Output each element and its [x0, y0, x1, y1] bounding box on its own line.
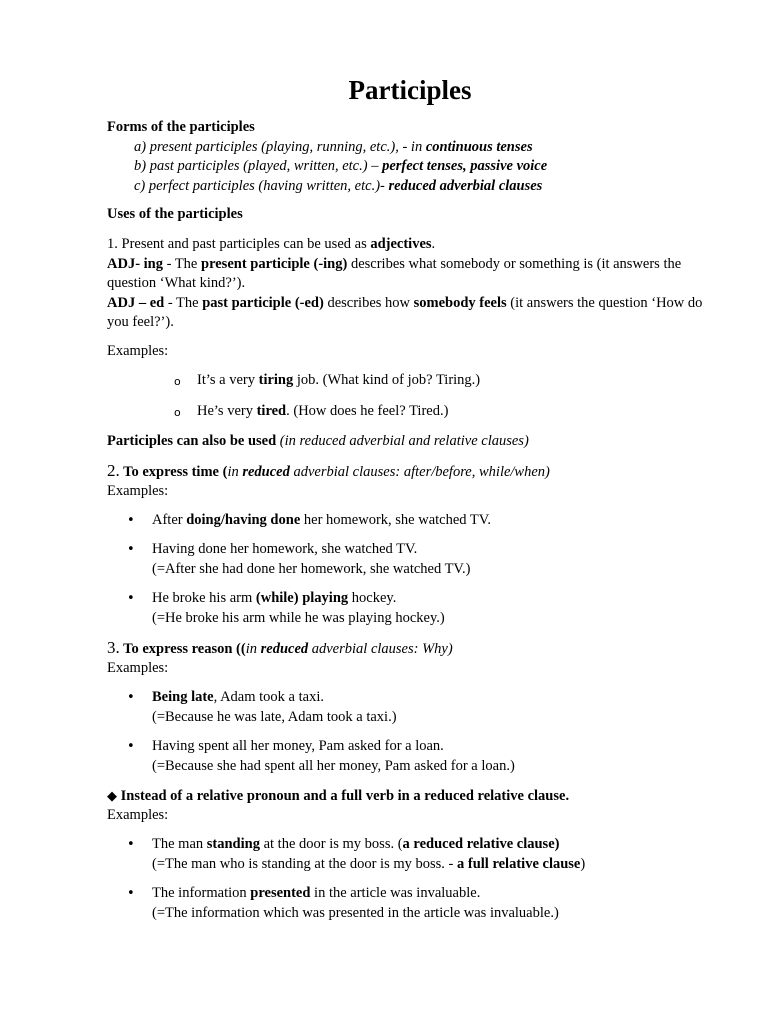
adjectives-paragraph [107, 235, 719, 333]
time-example-3 [152, 589, 717, 628]
relative-example-2 [152, 884, 717, 923]
time-example-1-post: her homework, she watched TV. [300, 512, 492, 528]
uses-examples-label: Examples: [107, 343, 169, 359]
adj-ing-label: ADJ- ing [107, 255, 163, 272]
forms-item-b-bold: perfect tenses, passive voice [382, 158, 548, 174]
time-number: 2. [107, 461, 120, 480]
reason-bold-italic: reduced [260, 641, 309, 657]
forms-item-b-text: b) past participles (played, written, etc.) – [134, 158, 383, 174]
reason-example-1-line2: (=Because he was late, Adam took a taxi.) [152, 708, 397, 725]
relative-example-2-bold: presented [250, 885, 311, 901]
reason-example-1 [152, 688, 717, 727]
relative-example-1-bold: standing [206, 836, 260, 852]
time-example-1-bold: doing/having done [186, 512, 301, 528]
forms-heading: Forms of the participles [107, 119, 255, 135]
circle-bullet-icon: o [174, 406, 181, 419]
forms-item-c-text: c) perfect participles (having written, etc.)- [134, 177, 389, 194]
forms-item-c-bold: reduced adverbial clauses [388, 177, 543, 194]
adjectives-intro-end: . [431, 236, 436, 252]
bullet-icon: • [127, 542, 135, 557]
reason-italic-1: in [245, 641, 261, 657]
example-tired [197, 402, 448, 422]
relative-example-2-line2: (=The information which was presented in the article was invaluable.) [152, 904, 559, 921]
relative-example-1-line1 [152, 835, 717, 855]
adjectives-intro-text: 1. Present and past participles can be used as [107, 236, 371, 252]
reason-example-2 [152, 737, 717, 776]
relative-example-1-line2-pre: (=The man who is standing at the door is my boss. - [152, 855, 457, 872]
time-italic-2: adverbial clauses: after/before, while/when) [289, 464, 550, 480]
adj-ing-bold: present participle (-ing) [201, 255, 348, 272]
example-tired-post: . (How does he feel? Tired.) [286, 403, 449, 419]
page-title: Participles [348, 75, 472, 105]
adj-ed-bold2: somebody feels [413, 294, 507, 311]
time-example-1-pre: After [152, 512, 187, 528]
time-example-3-pre: He broke his arm [152, 590, 256, 606]
forms-item-a-text: a) present participles (playing, running, etc.), - in [134, 138, 426, 155]
forms-item-a [107, 138, 719, 158]
relative-example-2-post: in the article was invaluable. [310, 885, 481, 901]
time-example-1 [152, 511, 717, 531]
adjectives-intro-bold: adjectives [370, 236, 432, 252]
time-example-3-bold: (while) playing [255, 590, 349, 606]
relative-example-1 [152, 835, 717, 874]
reason-italic-2: adverbial clauses: Why) [308, 641, 453, 657]
reason-example-1-bold: Being late [152, 689, 214, 705]
adj-ing-mid: - The [163, 255, 201, 272]
adj-ed-rest: (it answers the question ‘How do you feel?’). [107, 294, 703, 330]
adj-ed-mid: - The [164, 294, 203, 311]
time-example-2 [152, 540, 717, 579]
forms-item-c [107, 177, 719, 197]
time-example-3-post: hockey. [348, 590, 397, 606]
forms-item-b [107, 157, 719, 177]
relative-example-1-bold2: a reduced relative clause) [402, 836, 560, 852]
time-bold: To express time ( [119, 464, 228, 480]
also-used-line [107, 432, 719, 452]
adj-ing-definition [107, 255, 719, 294]
example-tiring-pre: It’s a very [197, 372, 259, 388]
example-tired-pre: He’s very [197, 403, 257, 419]
relative-example-2-line1 [152, 884, 717, 904]
adj-ed-mid2: describes how [323, 294, 414, 311]
bullet-icon: • [127, 513, 135, 528]
time-example-2-line2: (=After she had done her homework, she watched TV.) [152, 560, 471, 577]
bullet-icon: • [127, 886, 135, 901]
bullet-icon: • [127, 591, 135, 606]
adj-ing-rest: describes what somebody or something is (it answers the question ‘What kind?’). [107, 255, 682, 291]
example-tiring [197, 371, 480, 391]
example-tiring-post: job. (What kind of job? Tiring.) [293, 372, 481, 388]
reason-example-1-post: , Adam took a taxi. [213, 689, 324, 705]
time-example-3-line1 [152, 589, 717, 609]
adj-ed-bold: past participle (-ed) [202, 294, 324, 311]
also-used-italic: (in reduced adverbial and relative clauses) [276, 433, 529, 449]
relative-examples-label: Examples: [107, 807, 169, 823]
reason-example-2-line2: (=Because she had spent all her money, Pam asked for a loan.) [152, 757, 515, 774]
reason-bold: To express reason (( [119, 641, 246, 657]
reason-example-2-line1: Having spent all her money, Pam asked for a loan. [152, 738, 444, 754]
forms-item-a-bold: continuous tenses [425, 138, 533, 155]
adj-ed-definition [107, 294, 719, 333]
also-used-bold: Participles can also be used [107, 433, 277, 449]
forms-section [107, 118, 719, 196]
reason-example-1-line1 [152, 688, 717, 708]
example-tiring-bold: tiring [258, 372, 294, 388]
time-bold-italic: reduced [242, 464, 290, 480]
bullet-icon: • [127, 739, 135, 754]
relative-example-1-pre: The man [152, 836, 207, 852]
time-italic-1: in [227, 464, 243, 480]
circle-bullet-icon: o [174, 375, 181, 388]
adj-ed-label: ADJ – ed [107, 294, 165, 311]
reason-examples-label: Examples: [107, 660, 169, 676]
bullet-icon: • [127, 837, 135, 852]
relative-example-2-pre: The information [152, 885, 251, 901]
diamond-bullet-icon: ◆ [107, 789, 117, 804]
reason-heading [107, 638, 719, 660]
time-example-2-line1: Having done her homework, she watched TV. [152, 541, 418, 557]
example-tired-bold: tired [256, 403, 287, 419]
relative-example-1-line2 [152, 855, 717, 875]
reason-number: 3. [107, 638, 120, 657]
relative-heading [107, 787, 719, 807]
adjectives-intro [107, 235, 719, 255]
relative-example-1-mid: at the door is my boss. ( [259, 836, 403, 852]
time-example-3-line2: (=He broke his arm while he was playing hockey.) [152, 609, 445, 626]
relative-example-1-line2-post: ) [580, 855, 586, 872]
relative-example-1-line2-bold: a full relative clause [457, 855, 581, 872]
time-heading [107, 461, 719, 483]
time-examples-label: Examples: [107, 483, 169, 499]
uses-heading: Uses of the participles [107, 206, 243, 222]
relative-bold: Instead of a relative pronoun and a full verb in a reduced relative clause. [117, 788, 570, 804]
bullet-icon: • [127, 690, 135, 705]
